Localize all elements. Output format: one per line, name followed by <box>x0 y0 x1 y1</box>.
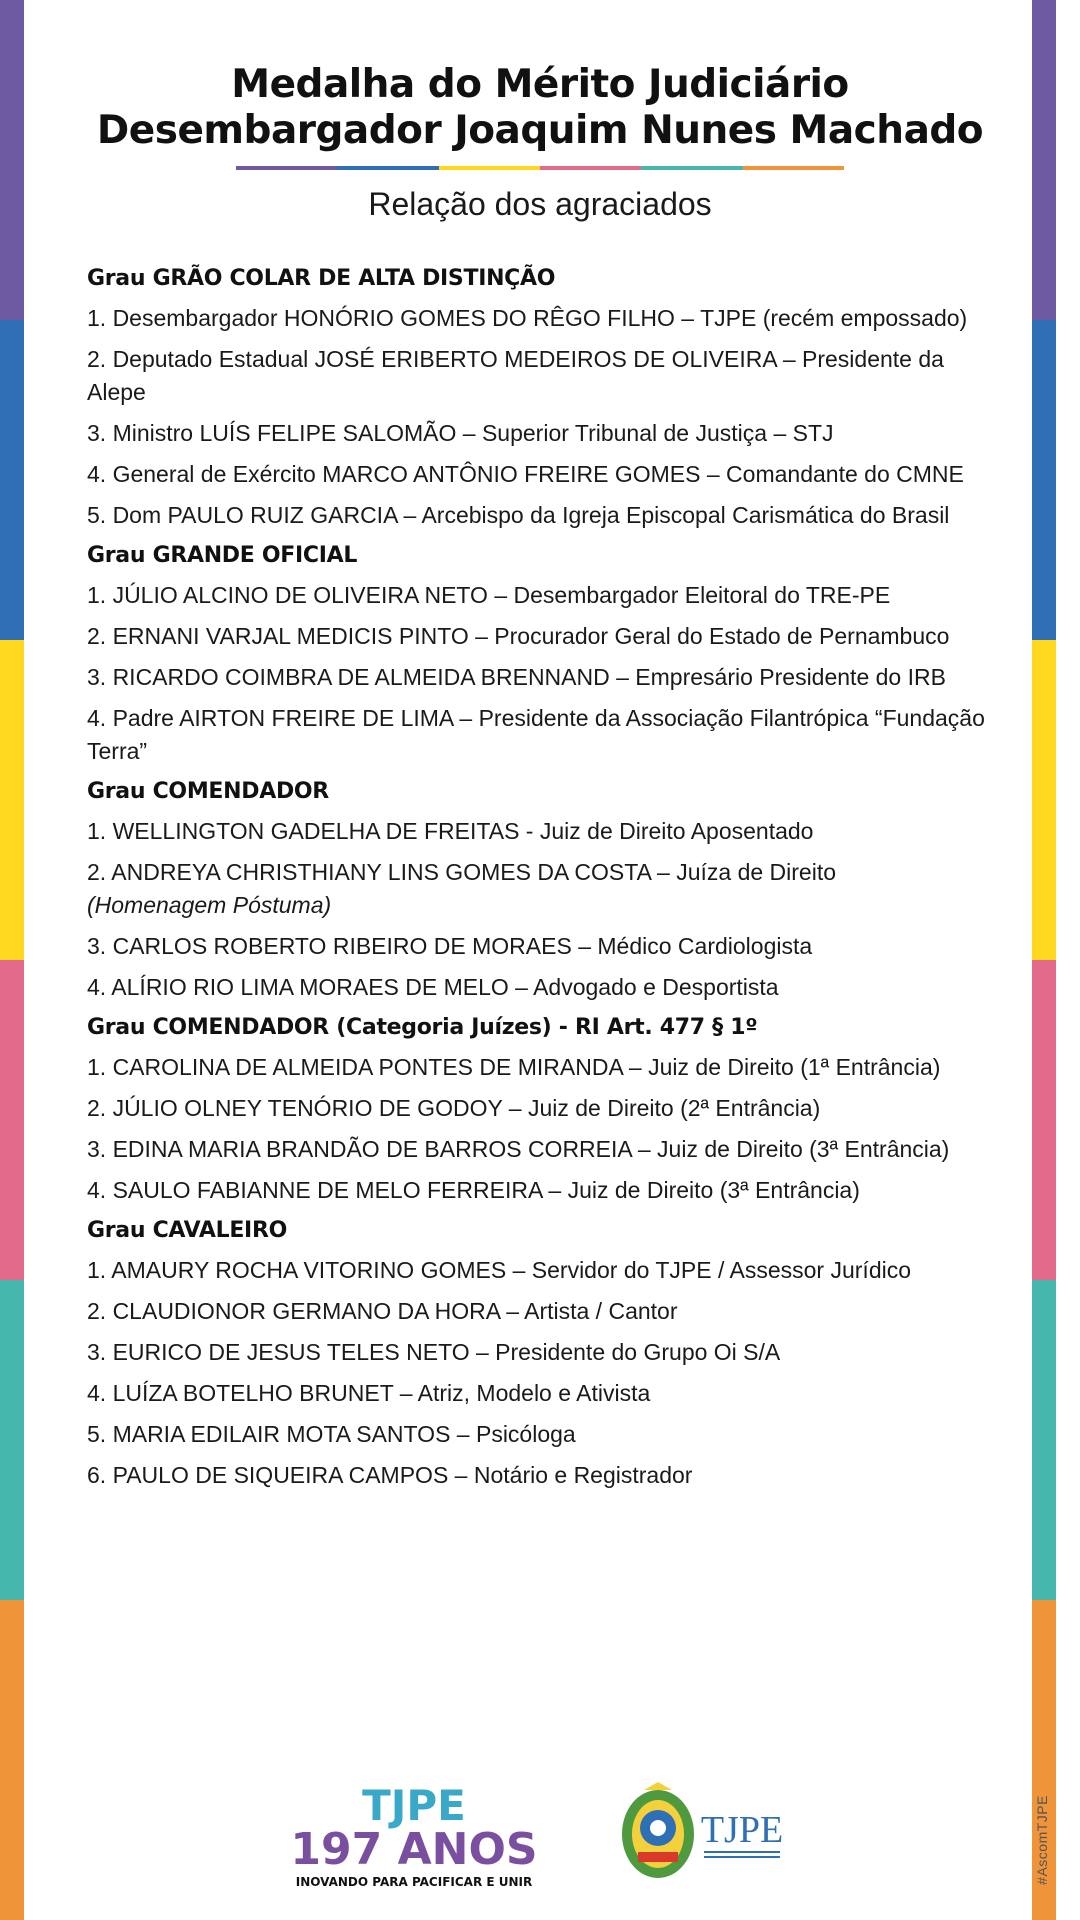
posthumous-note: (Homenagem Póstuma) <box>87 892 332 918</box>
list-item: 1. Desembargador HONÓRIO GOMES DO RÊGO FILHO – TJPE (recém empossado) <box>87 305 968 331</box>
section-grande-oficial <box>87 541 997 768</box>
section-heading: Grau CAVALEIRO <box>87 1218 287 1243</box>
list-item: 4. ALÍRIO RIO LIMA MORAES DE MELO – Advogado e Desportista <box>87 974 779 1000</box>
section-comendador-juizes <box>87 1013 997 1207</box>
tjpe-logo-text: TJPE <box>700 1809 784 1851</box>
list-item: 2. ERNANI VARJAL MEDICIS PINTO – Procurador Geral do Estado de Pernambuco <box>87 623 950 649</box>
list-item: 6. PAULO DE SIQUEIRA CAMPOS – Notário e Registrador <box>87 1462 693 1488</box>
list-item: 3. Ministro LUÍS FELIPE SALOMÃO – Superior Tribunal de Justiça – STJ <box>87 420 834 446</box>
list-item: 3. EDINA MARIA BRANDÃO DE BARROS CORREIA – Juiz de Direito (3ª Entrância) <box>87 1136 950 1162</box>
list-item: 5. Dom PAULO RUIZ GARCIA – Arcebispo da Igreja Episcopal Carismática do Brasil <box>87 502 950 528</box>
title-color-rule <box>236 166 844 170</box>
footer <box>0 1768 1080 1898</box>
left-color-stripe <box>0 0 24 1920</box>
list-item: 2. JÚLIO OLNEY TENÓRIO DE GODOY – Juiz de Direito (2ª Entrância) <box>87 1095 821 1121</box>
list-item: 1. CAROLINA DE ALMEIDA PONTES DE MIRANDA – Juiz de Direito (1ª Entrância) <box>87 1054 941 1080</box>
list-item: 4. General de Exército MARCO ANTÔNIO FREIRE GOMES – Comandante do CMNE <box>87 461 964 487</box>
section-heading: Grau COMENDADOR (Categoria Juízes) - RI Art. 477 § 1º <box>87 1015 758 1040</box>
list-item: 4. SAULO FABIANNE DE MELO FERREIRA – Juiz de Direito (3ª Entrância) <box>87 1177 860 1203</box>
list-item: 4. Padre AIRTON FREIRE DE LIMA – Presidente da Associação Filantrópica “Fundação Terra” <box>87 705 985 764</box>
list-item: 1. AMAURY ROCHA VITORINO GOMES – Servidor do TJPE / Assessor Jurídico <box>87 1257 912 1283</box>
list-item: 3. EURICO DE JESUS TELES NETO – Presidente do Grupo Oi S/A <box>87 1339 781 1365</box>
title-line-2: Desembargador Joaquim Nunes Machado <box>96 108 984 153</box>
anniv-logo-mid: 197 ANOS <box>290 1824 538 1875</box>
list-item: 3. CARLOS ROBERTO RIBEIRO DE MORAES – Médico Cardiologista <box>87 933 813 959</box>
section-cavaleiro <box>87 1216 997 1492</box>
title-line-1: Medalha do Mérito Judiciário <box>231 62 849 107</box>
section-heading: Grau GRÃO COLAR DE ALTA DISTINÇÃO <box>87 266 556 291</box>
page-subtitle: Relação dos agraciados <box>368 186 712 222</box>
list-item: 2. Deputado Estadual JOSÉ ERIBERTO MEDEIROS DE OLIVEIRA – Presidente da Alepe <box>87 346 944 405</box>
list-item-text: 2. ANDREYA CHRISTHIANY LINS GOMES DA COSTA – Juíza de Direito <box>87 859 837 885</box>
honorees-list <box>87 255 997 1500</box>
list-item: 3. RICARDO COIMBRA DE ALMEIDA BRENNAND – Empresário Presidente do IRB <box>87 664 946 690</box>
header <box>60 62 1020 224</box>
coat-of-arms-icon <box>622 1782 694 1878</box>
list-item: 1. JÚLIO ALCINO DE OLIVEIRA NETO – Desembargador Eleitoral do TRE-PE <box>87 582 891 608</box>
section-heading: Grau COMENDADOR <box>87 779 329 804</box>
watermark: #AscomTJPE <box>1034 1795 1050 1885</box>
anniv-logo-top: TJPE <box>362 1782 466 1830</box>
page-title <box>60 62 1020 154</box>
tjpe-197-anos-logo <box>282 1782 547 1892</box>
list-item: 4. LUÍZA BOTELHO BRUNET – Atriz, Modelo e Ativista <box>87 1380 651 1406</box>
anniv-logo-tagline: INOVANDO PARA PACIFICAR E UNIR <box>295 1875 533 1889</box>
section-comendador <box>87 777 997 1004</box>
list-item <box>87 856 997 922</box>
list-item: 5. MARIA EDILAIR MOTA SANTOS – Psicóloga <box>87 1421 576 1447</box>
section-heading: Grau GRANDE OFICIAL <box>87 543 358 568</box>
right-color-stripe <box>1032 0 1056 1920</box>
section-grao-colar <box>87 264 997 532</box>
list-item: 2. CLAUDIONOR GERMANO DA HORA – Artista / Cantor <box>87 1298 678 1324</box>
tjpe-coat-of-arms-logo <box>614 1782 794 1882</box>
list-item: 1. WELLINGTON GADELHA DE FREITAS - Juiz de Direito Aposentado <box>87 818 814 844</box>
